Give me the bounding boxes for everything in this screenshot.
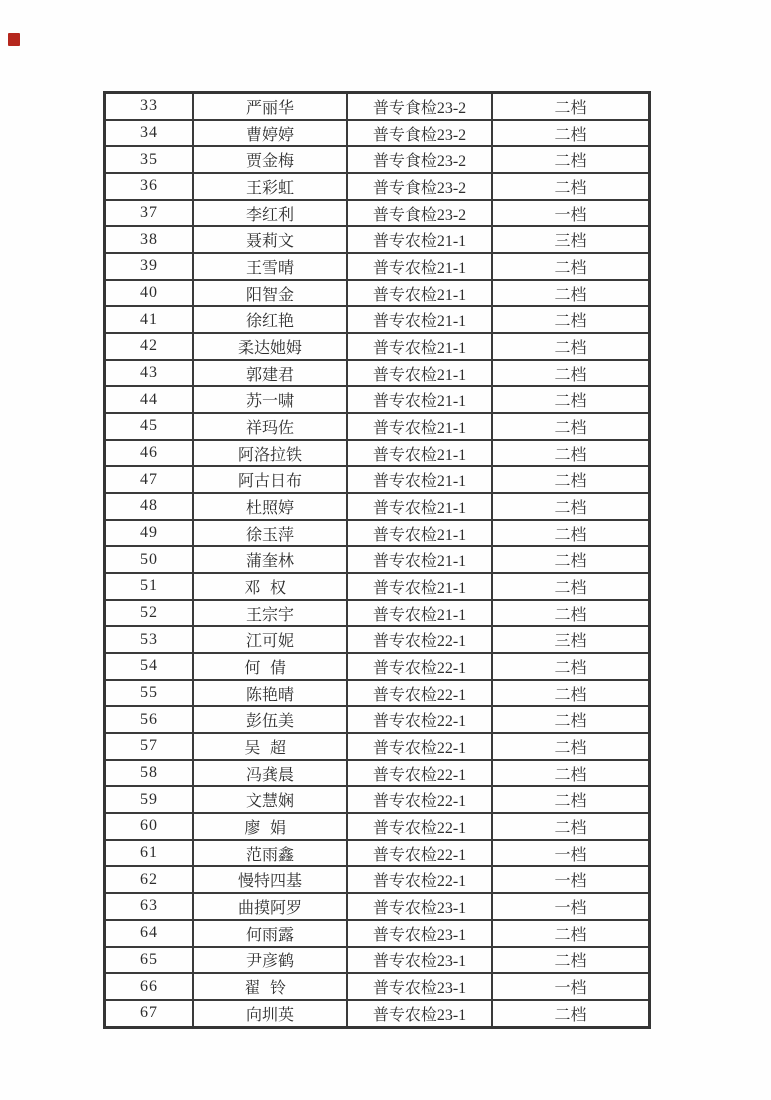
cell-class: 普专食检23-2 <box>347 173 492 200</box>
cell-number: 36 <box>105 173 194 200</box>
grade-table-body <box>105 93 650 1028</box>
cell-number: 57 <box>105 733 194 760</box>
cell-grade: 一档 <box>492 973 650 1000</box>
table-row <box>105 920 650 947</box>
cell-grade: 二档 <box>492 813 650 840</box>
cell-class: 普专农检22-1 <box>347 653 492 680</box>
cell-grade: 一档 <box>492 840 650 867</box>
cell-class: 普专农检22-1 <box>347 626 492 653</box>
cell-name: 贾金梅 <box>193 146 347 173</box>
table-row <box>105 680 650 707</box>
cell-name: 廖娟 <box>193 813 347 840</box>
cell-name: 彭伍美 <box>193 706 347 733</box>
cell-grade: 二档 <box>492 360 650 387</box>
table-row <box>105 466 650 493</box>
cell-number: 45 <box>105 413 194 440</box>
cell-grade: 一档 <box>492 866 650 893</box>
cell-number: 64 <box>105 920 194 947</box>
table-row <box>105 546 650 573</box>
cell-name: 何雨露 <box>193 920 347 947</box>
table-row <box>105 520 650 547</box>
cell-class: 普专农检23-1 <box>347 920 492 947</box>
cell-class: 普专农检22-1 <box>347 813 492 840</box>
cell-class: 普专农检21-1 <box>347 440 492 467</box>
cell-name: 江可妮 <box>193 626 347 653</box>
table-row <box>105 706 650 733</box>
cell-class: 普专农检21-1 <box>347 226 492 253</box>
cell-name: 尹彦鹤 <box>193 947 347 974</box>
cell-grade: 二档 <box>492 786 650 813</box>
cell-grade: 二档 <box>492 440 650 467</box>
cell-number: 63 <box>105 893 194 920</box>
cell-number: 46 <box>105 440 194 467</box>
cell-number: 50 <box>105 546 194 573</box>
cell-class: 普专农检22-1 <box>347 840 492 867</box>
cell-number: 42 <box>105 333 194 360</box>
cell-class: 普专农检21-1 <box>347 466 492 493</box>
table-row <box>105 786 650 813</box>
table-row <box>105 440 650 467</box>
table-row <box>105 333 650 360</box>
cell-name: 王彩虹 <box>193 173 347 200</box>
table-row <box>105 973 650 1000</box>
cell-name: 严丽华 <box>193 93 347 120</box>
cell-number: 48 <box>105 493 194 520</box>
table-row <box>105 280 650 307</box>
cell-grade: 二档 <box>492 386 650 413</box>
cell-name: 蒲奎林 <box>193 546 347 573</box>
cell-class: 普专农检21-1 <box>347 306 492 333</box>
table-row <box>105 146 650 173</box>
cell-name: 郭建君 <box>193 360 347 387</box>
cell-number: 59 <box>105 786 194 813</box>
table-row <box>105 600 650 627</box>
table-row <box>105 840 650 867</box>
cell-name: 何倩 <box>193 653 347 680</box>
table-row <box>105 1000 650 1027</box>
cell-grade: 二档 <box>492 653 650 680</box>
cell-class: 普专食检23-2 <box>347 93 492 120</box>
cell-class: 普专农检21-1 <box>347 546 492 573</box>
cell-number: 52 <box>105 600 194 627</box>
cell-class: 普专农检21-1 <box>347 253 492 280</box>
cell-grade: 二档 <box>492 706 650 733</box>
cell-grade: 二档 <box>492 173 650 200</box>
cell-number: 51 <box>105 573 194 600</box>
cell-class: 普专农检23-1 <box>347 973 492 1000</box>
cell-name: 苏一啸 <box>193 386 347 413</box>
cell-grade: 二档 <box>492 306 650 333</box>
cell-grade: 二档 <box>492 1000 650 1027</box>
cell-number: 65 <box>105 947 194 974</box>
cell-class: 普专农检21-1 <box>347 413 492 440</box>
cell-number: 53 <box>105 626 194 653</box>
cell-name: 向圳英 <box>193 1000 347 1027</box>
cell-number: 43 <box>105 360 194 387</box>
cell-grade: 一档 <box>492 893 650 920</box>
table-row <box>105 493 650 520</box>
cell-number: 49 <box>105 520 194 547</box>
cell-name: 李红利 <box>193 200 347 227</box>
cell-number: 58 <box>105 760 194 787</box>
table-row <box>105 360 650 387</box>
table-row <box>105 120 650 147</box>
cell-class: 普专食检23-2 <box>347 120 492 147</box>
cell-class: 普专农检22-1 <box>347 680 492 707</box>
cell-grade: 二档 <box>492 93 650 120</box>
table-row <box>105 413 650 440</box>
cell-name: 祥玛佐 <box>193 413 347 440</box>
cell-name: 王雪晴 <box>193 253 347 280</box>
cell-grade: 二档 <box>492 520 650 547</box>
cell-class: 普专食检23-2 <box>347 146 492 173</box>
cell-number: 39 <box>105 253 194 280</box>
cell-class: 普专农检21-1 <box>347 493 492 520</box>
cell-name: 吴超 <box>193 733 347 760</box>
cell-number: 60 <box>105 813 194 840</box>
red-stamp-mark <box>8 33 20 46</box>
cell-name: 柔达她姆 <box>193 333 347 360</box>
cell-number: 34 <box>105 120 194 147</box>
table-row <box>105 386 650 413</box>
table-row <box>105 573 650 600</box>
cell-grade: 二档 <box>492 680 650 707</box>
cell-class: 普专农检22-1 <box>347 706 492 733</box>
cell-class: 普专农检22-1 <box>347 786 492 813</box>
table-row <box>105 866 650 893</box>
cell-number: 41 <box>105 306 194 333</box>
cell-grade: 二档 <box>492 280 650 307</box>
table-row <box>105 93 650 120</box>
table-row <box>105 226 650 253</box>
cell-name: 慢特四基 <box>193 866 347 893</box>
cell-name: 翟铃 <box>193 973 347 1000</box>
table-row <box>105 253 650 280</box>
table-row <box>105 173 650 200</box>
table-row <box>105 653 650 680</box>
cell-grade: 二档 <box>492 253 650 280</box>
cell-class: 普专农检22-1 <box>347 866 492 893</box>
cell-grade: 二档 <box>492 333 650 360</box>
cell-class: 普专农检21-1 <box>347 573 492 600</box>
cell-grade: 二档 <box>492 573 650 600</box>
cell-name: 阿洛拉铁 <box>193 440 347 467</box>
cell-grade: 二档 <box>492 947 650 974</box>
cell-name: 文慧娴 <box>193 786 347 813</box>
cell-name: 范雨鑫 <box>193 840 347 867</box>
table-row <box>105 813 650 840</box>
cell-grade: 二档 <box>492 920 650 947</box>
cell-class: 普专农检21-1 <box>347 520 492 547</box>
table-row <box>105 760 650 787</box>
cell-number: 61 <box>105 840 194 867</box>
cell-name: 徐玉萍 <box>193 520 347 547</box>
cell-number: 40 <box>105 280 194 307</box>
table-row <box>105 306 650 333</box>
cell-class: 普专农检23-1 <box>347 893 492 920</box>
cell-grade: 二档 <box>492 146 650 173</box>
cell-number: 47 <box>105 466 194 493</box>
cell-grade: 二档 <box>492 120 650 147</box>
cell-class: 普专农检21-1 <box>347 600 492 627</box>
cell-number: 62 <box>105 866 194 893</box>
cell-name: 冯龚晨 <box>193 760 347 787</box>
cell-class: 普专农检22-1 <box>347 733 492 760</box>
cell-grade: 二档 <box>492 546 650 573</box>
cell-class: 普专食检23-2 <box>347 200 492 227</box>
table-row <box>105 733 650 760</box>
cell-name: 王宗宇 <box>193 600 347 627</box>
cell-name: 聂莉文 <box>193 226 347 253</box>
cell-name: 曹婷婷 <box>193 120 347 147</box>
cell-grade: 二档 <box>492 413 650 440</box>
cell-grade: 三档 <box>492 626 650 653</box>
cell-number: 55 <box>105 680 194 707</box>
cell-grade: 二档 <box>492 760 650 787</box>
cell-class: 普专农检23-1 <box>347 947 492 974</box>
cell-number: 54 <box>105 653 194 680</box>
cell-name: 邓权 <box>193 573 347 600</box>
table-row <box>105 200 650 227</box>
cell-number: 35 <box>105 146 194 173</box>
cell-grade: 三档 <box>492 226 650 253</box>
cell-name: 阳智金 <box>193 280 347 307</box>
cell-number: 56 <box>105 706 194 733</box>
cell-number: 67 <box>105 1000 194 1027</box>
table-row <box>105 893 650 920</box>
cell-class: 普专农检21-1 <box>347 280 492 307</box>
cell-number: 66 <box>105 973 194 1000</box>
cell-grade: 二档 <box>492 466 650 493</box>
grade-table <box>103 91 651 1029</box>
cell-name: 杜照婷 <box>193 493 347 520</box>
cell-grade: 二档 <box>492 733 650 760</box>
table-row <box>105 947 650 974</box>
cell-name: 徐红艳 <box>193 306 347 333</box>
cell-grade: 一档 <box>492 200 650 227</box>
table-row <box>105 626 650 653</box>
cell-name: 陈艳晴 <box>193 680 347 707</box>
cell-class: 普专农检21-1 <box>347 386 492 413</box>
cell-number: 37 <box>105 200 194 227</box>
cell-number: 44 <box>105 386 194 413</box>
cell-grade: 二档 <box>492 493 650 520</box>
cell-class: 普专农检23-1 <box>347 1000 492 1027</box>
cell-class: 普专农检21-1 <box>347 360 492 387</box>
cell-name: 曲摸阿罗 <box>193 893 347 920</box>
cell-class: 普专农检21-1 <box>347 333 492 360</box>
cell-number: 33 <box>105 93 194 120</box>
cell-name: 阿古日布 <box>193 466 347 493</box>
cell-grade: 二档 <box>492 600 650 627</box>
cell-class: 普专农检22-1 <box>347 760 492 787</box>
cell-number: 38 <box>105 226 194 253</box>
